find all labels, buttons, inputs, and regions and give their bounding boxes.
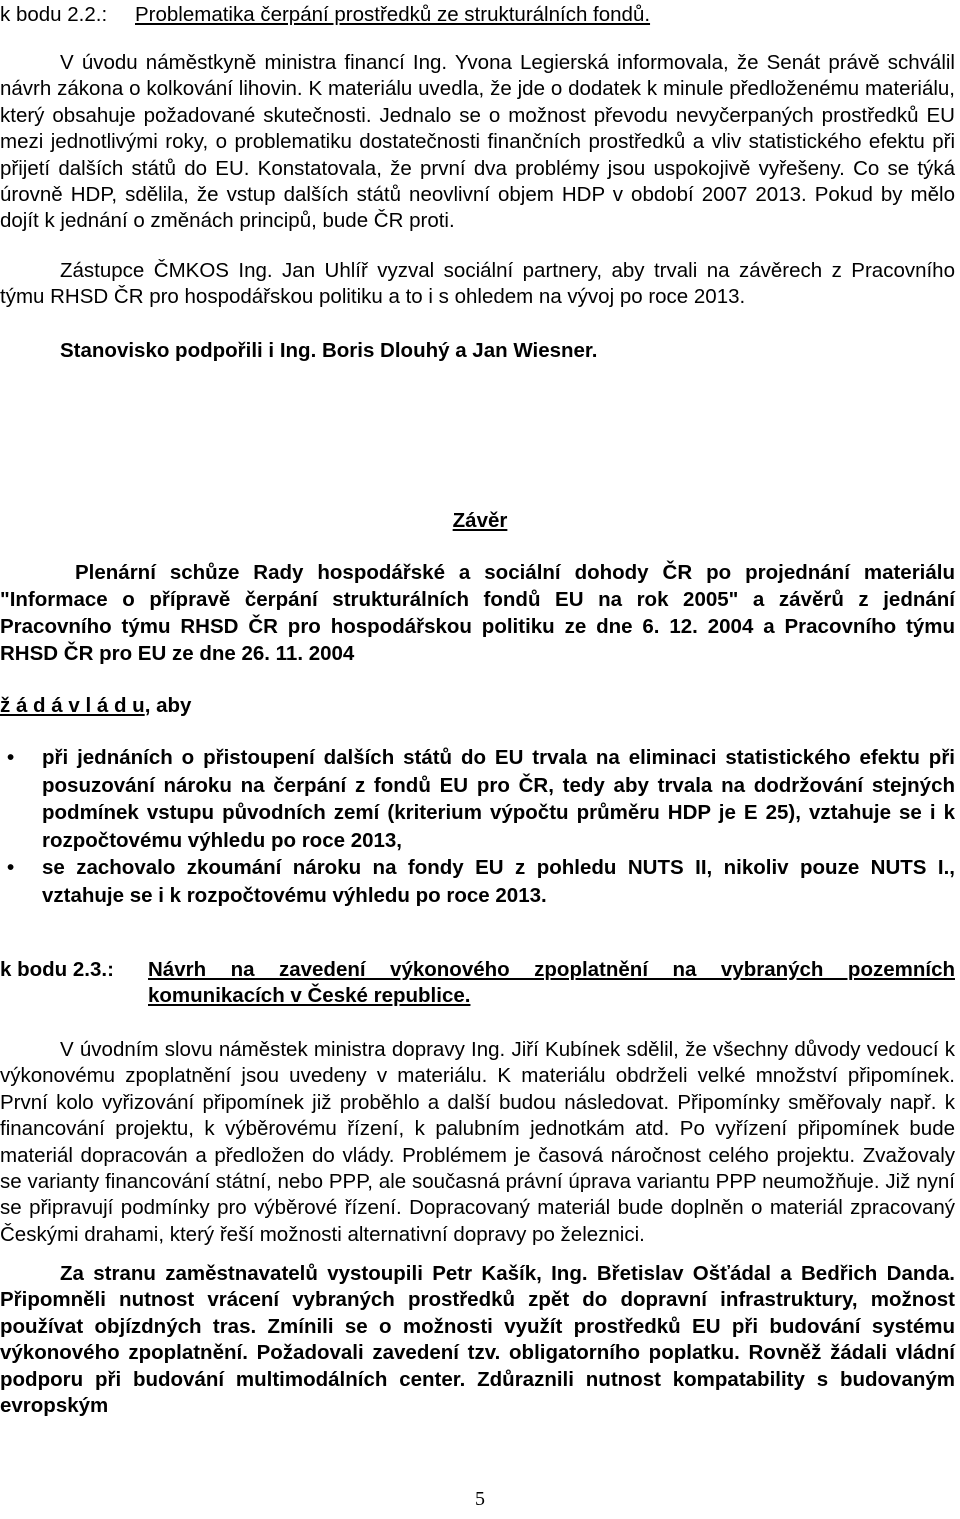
- paragraph: Zástupce ČMKOS Ing. Jan Uhlíř vyzval sociální partnery, aby trvali na závěrech z Pracovního týmu RHSD ČR pro hospodářskou politiku a to i s ohledem na vývoj po roce 2013.: [0, 259, 955, 309]
- list-item-text: při jednáních o přistoupení dalších států do EU trvala na eliminaci statistického efektu při posuzování nároku na čerpání z fondů EU pro ČR, tedy aby trvala na dodržování stejných podmínek vstupu původních zemí (kriterium výpočtu průměru HDP je E 25), vztahuje se i k rozpočtovému výhledu po roce 2013,: [42, 746, 955, 852]
- conclusion-request: [0, 692, 955, 720]
- request-spaced: ž á d á v l á d u: [0, 694, 145, 717]
- section-heading: [0, 957, 955, 1010]
- list-item: [0, 744, 955, 854]
- paragraph-bold: Za stranu zaměstnavatelů vystoupili Petr Kašík, Ing. Břetislav Ošťádal a Bedřich Danda. Připomněli nutnost vrácení vybraných prostředků zpět do dopravní infrastruktury, možnost používat objízdných tras. Zmínili se o možnosti využít prostředků EU při budování systému výkonového zpoplatnění. Požadovali zavedení tzv. obligatorního poplatku. Rovněž žádali vládní podporu při budování multimodálních center. Zdůraznili nutnost kompatability s budovaným evropským: [0, 1262, 955, 1418]
- section-title: Návrh na zavedení výkonového zpoplatnění na vybraných pozemních komunikacích v České republice.: [148, 958, 955, 1008]
- conclusion-body: [0, 559, 955, 667]
- paragraph: V úvodním slovu náměstek ministra dopravy Ing. Jiří Kubínek sdělil, že všechny důvody vedoucí k výkonovému zpoplatnění jsou uvedeny v materiálu. K materiálu obdrželi velké množství připomínek. První kolo vyřizování připomínek již proběhlo a další budou následovat. Připomínky směřovaly např. k financování projektu, k výběrovému řízení, k palubním jednotkám atd. Po vyřízení připomínek bude materiál dopracován a předložen do vlády. Problémem je časová náročnost celého projektu. Zvažovaly se varianty financování státní, nebo PPP, ale současná právní úprava variantu PPP neumožňuje. Již nyní se připravují podmínky pro výběrové řízení. Dopracovaný materiál bude doplněn o materiál zpracovaný Českými drahami, který řeší možnosti alternativní dopravy po železnici.: [0, 1038, 955, 1246]
- conclusion-bullets: [0, 744, 955, 909]
- section-2-3: [0, 957, 955, 1418]
- section-title: Problematika čerpání prostředků ze strukturálních fondů.: [135, 3, 651, 26]
- paragraph: V úvodu náměstkyně ministra financí Ing. Yvona Legierská informovala, že Senát právě schválil návrh zákona o kolkování lihovin. K materiálu uvedla, že jde o dodatek k minule předloženému materiálu, který obsahuje požadované skutečnosti. Jednalo se o možnost převodu nevyčerpaných prostředků EU mezi jednotlivými roky, o problematiku dostatečnosti finančních prostředků a vliv statistického efektu při přijetí dalších států do EU. Konstatovala, že první dva problémy jsou uspokojivě vyřešeny. Co se týká úrovně HDP, sdělila, že vstup dalších států neovlivní objem HDP v období 2007 2013. Pokud by mělo dojít k jednání o změnách principů, bude ČR proti.: [0, 51, 955, 233]
- conclusion-title: Závěr: [452, 509, 508, 532]
- request-tail: , aby: [144, 694, 192, 717]
- list-item: [0, 854, 955, 909]
- section-number: k bodu 2.3.:: [0, 958, 114, 981]
- page-number: 5: [475, 1488, 485, 1510]
- conclusion-text: Plenární schůze Rady hospodářské a sociální dohody ČR po projednání materiálu "Informace o přípravě čerpání strukturálních fondů EU na rok 2005" a závěrů z jednání Pracovního týmu RHSD ČR pro hospodářskou politiku ze dne 6. 12. 2004 a Pracovního týmu RHSD ČR pro EU ze dne 26. 11. 2004: [0, 561, 955, 665]
- bullet-icon: •: [7, 856, 15, 879]
- list-item-text: se zachovalo zkoumání nároku na fondy EU z pohledu NUTS II, nikoliv pouze NUTS I., vztahuje se i k rozpočtovému výhledu po roce 2013.: [42, 856, 955, 907]
- section-number: k bodu 2.2.:: [0, 3, 108, 26]
- paragraph-bold: Stanovisko podpořili i Ing. Boris Dlouhý a Jan Wiesner.: [60, 339, 598, 362]
- bullet-icon: •: [7, 746, 15, 769]
- section-heading: [0, 2, 955, 28]
- section-2-2: [0, 2, 955, 362]
